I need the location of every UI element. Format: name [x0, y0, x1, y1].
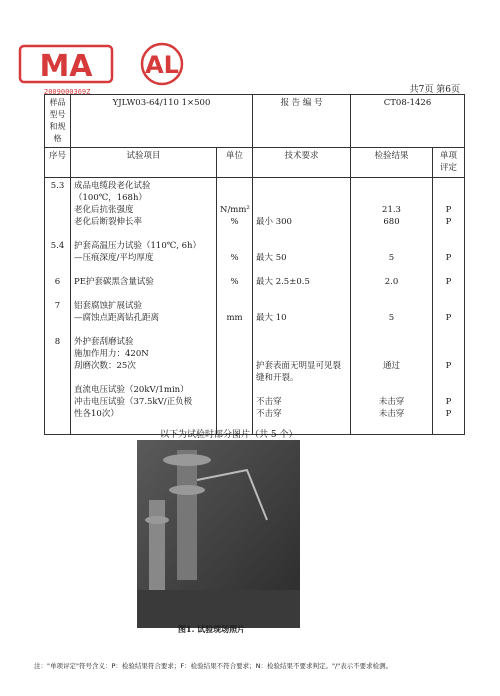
- eval-line: [436, 372, 461, 384]
- result-line: 未击穿: [378, 397, 405, 407]
- eval-line: P: [445, 277, 452, 287]
- unit-line: mm: [226, 313, 243, 323]
- col-eval: 单项 评定: [433, 148, 465, 178]
- result-line: [354, 180, 429, 192]
- photo-caption: 图1. 试验现场照片: [178, 624, 246, 634]
- result-column: [351, 178, 433, 435]
- test-site-photo: [137, 440, 300, 628]
- eval-line: [436, 300, 461, 312]
- result-line: [354, 384, 429, 396]
- item-line: 冲击电压试验（37.5kV/正负极: [74, 397, 193, 407]
- item-line: 性各10次）: [74, 409, 119, 419]
- row-gap: [354, 420, 429, 432]
- result-line: [354, 192, 429, 204]
- no-line: 5.3: [50, 181, 65, 191]
- unit-line: N/mm²: [220, 205, 250, 215]
- result-line: [354, 336, 429, 348]
- req-line: [256, 384, 347, 396]
- req-line: 最大 10: [256, 313, 287, 323]
- report-label: 报 告 编 号: [253, 95, 351, 148]
- eval-column: [433, 178, 465, 435]
- row-gap: [220, 264, 249, 276]
- result-line: 通过: [382, 361, 400, 371]
- unit-line: %: [230, 277, 239, 287]
- table-body-row: [45, 178, 465, 435]
- eval-line: P: [445, 253, 452, 263]
- eval-line: [436, 192, 461, 204]
- req-line: 最大 50: [256, 253, 287, 263]
- no-line: [48, 372, 67, 384]
- eval-line: [436, 180, 461, 192]
- no-line: [48, 408, 67, 420]
- row-gap: [256, 324, 347, 336]
- report-value: CT08-1426: [351, 95, 465, 148]
- req-line: [256, 300, 347, 312]
- eval-line: P: [445, 313, 452, 323]
- svg-text:MA: MA: [39, 49, 93, 84]
- column-header-row: [45, 148, 465, 178]
- result-line: [354, 372, 429, 384]
- sample-label: 样品型号 和规格: [45, 95, 71, 148]
- item-line: PE护套碳黑含量试验: [74, 277, 154, 287]
- col-result: 检验结果: [351, 148, 433, 178]
- no-line: [48, 192, 67, 204]
- eval-line: [436, 348, 461, 360]
- unit-line: [220, 384, 249, 396]
- eval-line: P: [445, 397, 452, 407]
- col-unit: 单位: [217, 148, 253, 178]
- unit-line: [220, 192, 249, 204]
- eval-line: P: [445, 409, 452, 419]
- req-line: [256, 240, 347, 252]
- req-line: [256, 348, 347, 360]
- row-gap: [436, 264, 461, 276]
- col-req: 技术要求: [253, 148, 351, 178]
- item-line: —压痕深度/平均厚度: [74, 253, 154, 263]
- unit-line: [220, 300, 249, 312]
- row-gap: [354, 228, 429, 240]
- row-gap: [48, 420, 67, 432]
- unit-line: [220, 240, 249, 252]
- req-line: 不击穿: [256, 397, 282, 407]
- row-gap: [256, 288, 347, 300]
- row-gap: [74, 228, 213, 240]
- item-line: 外护套刮磨试验: [74, 337, 134, 347]
- result-line: 5: [388, 253, 395, 263]
- item-line: —腐蚀点距离钻孔距离: [74, 313, 160, 323]
- unit-line: %: [230, 253, 239, 263]
- row-gap: [48, 288, 67, 300]
- unit-line: [220, 336, 249, 348]
- req-line: [256, 192, 347, 204]
- result-line: 21.3: [382, 205, 401, 215]
- req-line: 最小 300: [256, 217, 292, 227]
- eval-line: [436, 384, 461, 396]
- row-gap: [220, 288, 249, 300]
- unit-line: [220, 348, 249, 360]
- row-gap: [436, 324, 461, 336]
- no-line: 6: [54, 277, 61, 287]
- req-line: 护套表面无明显可见裂: [256, 361, 342, 371]
- row-gap: [354, 264, 429, 276]
- item-line: （100℃，168h）: [74, 193, 147, 203]
- no-line: [48, 396, 67, 408]
- eval-line: [436, 336, 461, 348]
- photo-section-title: 以下为试验时部分图片（共 5 个）: [160, 430, 298, 440]
- no-line: 8: [54, 337, 61, 347]
- row-gap: [74, 324, 213, 336]
- row-gap: [220, 324, 249, 336]
- page-info: 共7页 第6页: [409, 85, 460, 95]
- result-line: 未击穿: [378, 409, 405, 419]
- seal-area: [14, 40, 224, 90]
- item-line: 施加作用力：420N: [74, 349, 149, 359]
- req-column: [253, 178, 351, 435]
- no-line: [48, 216, 67, 228]
- sample-value: YJLW03-64/110 1×500: [71, 95, 253, 148]
- result-line: 2.0: [384, 277, 399, 287]
- col-no: 序号: [45, 148, 71, 178]
- req-line: [256, 180, 347, 192]
- svg-text:AL: AL: [145, 51, 179, 79]
- req-line: 不击穿: [256, 409, 282, 419]
- unit-line: [220, 360, 249, 372]
- row-gap: [74, 264, 213, 276]
- eval-line: P: [445, 205, 452, 215]
- item-column: [71, 178, 217, 435]
- result-line: 680: [383, 217, 400, 227]
- row-gap: [256, 228, 347, 240]
- item-line: 老化后抗张强度: [74, 205, 134, 215]
- eval-line: P: [445, 217, 452, 227]
- row-gap: [436, 420, 461, 432]
- row-gap: [436, 288, 461, 300]
- report-table: [44, 94, 465, 435]
- req-line: [256, 204, 347, 216]
- no-line: [48, 360, 67, 372]
- result-line: 5: [388, 313, 395, 323]
- item-line: [74, 372, 213, 384]
- unit-line: [220, 180, 249, 192]
- cert-number: 2009000369Z: [44, 88, 91, 96]
- result-line: [354, 348, 429, 360]
- item-line: 刮磨次数：25次: [74, 361, 136, 371]
- row-gap: [74, 288, 213, 300]
- no-line: [48, 348, 67, 360]
- item-line: 护套高温压力试验（110℃, 6h）: [74, 241, 202, 251]
- photo-image: [137, 440, 300, 628]
- row-gap: [220, 228, 249, 240]
- item-line: 成品电缆段老化试验: [74, 181, 151, 191]
- row-gap: [48, 324, 67, 336]
- unit-column: [217, 178, 253, 435]
- row-gap: [436, 228, 461, 240]
- no-line: [48, 204, 67, 216]
- row-gap: [354, 288, 429, 300]
- req-line: 缝和开裂。: [256, 373, 299, 383]
- footnote: 注："单项评定"符号含义：P：检验结果符合要求；F：检验结果不符合要求；N：检验结果不要求判定。"/"表示不要求检测。: [34, 662, 393, 670]
- item-line: 铝套腐蚀扩展试验: [74, 301, 143, 311]
- eval-line: [436, 240, 461, 252]
- unit-line: [220, 396, 249, 408]
- item-line: 直流电压试验（20kV/1min）: [74, 385, 189, 395]
- no-line: [48, 312, 67, 324]
- row-gap: [48, 264, 67, 276]
- unit-line: [220, 408, 249, 420]
- no-line: [48, 252, 67, 264]
- row-gap: [354, 324, 429, 336]
- unit-line: %: [230, 217, 239, 227]
- result-line: [354, 240, 429, 252]
- no-line: 7: [54, 301, 61, 311]
- col-item: 试验项目: [71, 148, 217, 178]
- row-gap: [48, 228, 67, 240]
- result-line: [354, 300, 429, 312]
- no-column: [45, 178, 71, 435]
- req-line: [256, 336, 347, 348]
- unit-line: [220, 372, 249, 384]
- sample-info-row: [45, 95, 465, 148]
- item-line: 老化后断裂伸长率: [74, 217, 143, 227]
- cma-seal-icon: [14, 40, 224, 90]
- row-gap: [256, 264, 347, 276]
- req-line: 最大 2.5±0.5: [256, 277, 310, 287]
- eval-line: P: [445, 361, 452, 371]
- no-line: [48, 384, 67, 396]
- no-line: 5.4: [50, 241, 65, 251]
